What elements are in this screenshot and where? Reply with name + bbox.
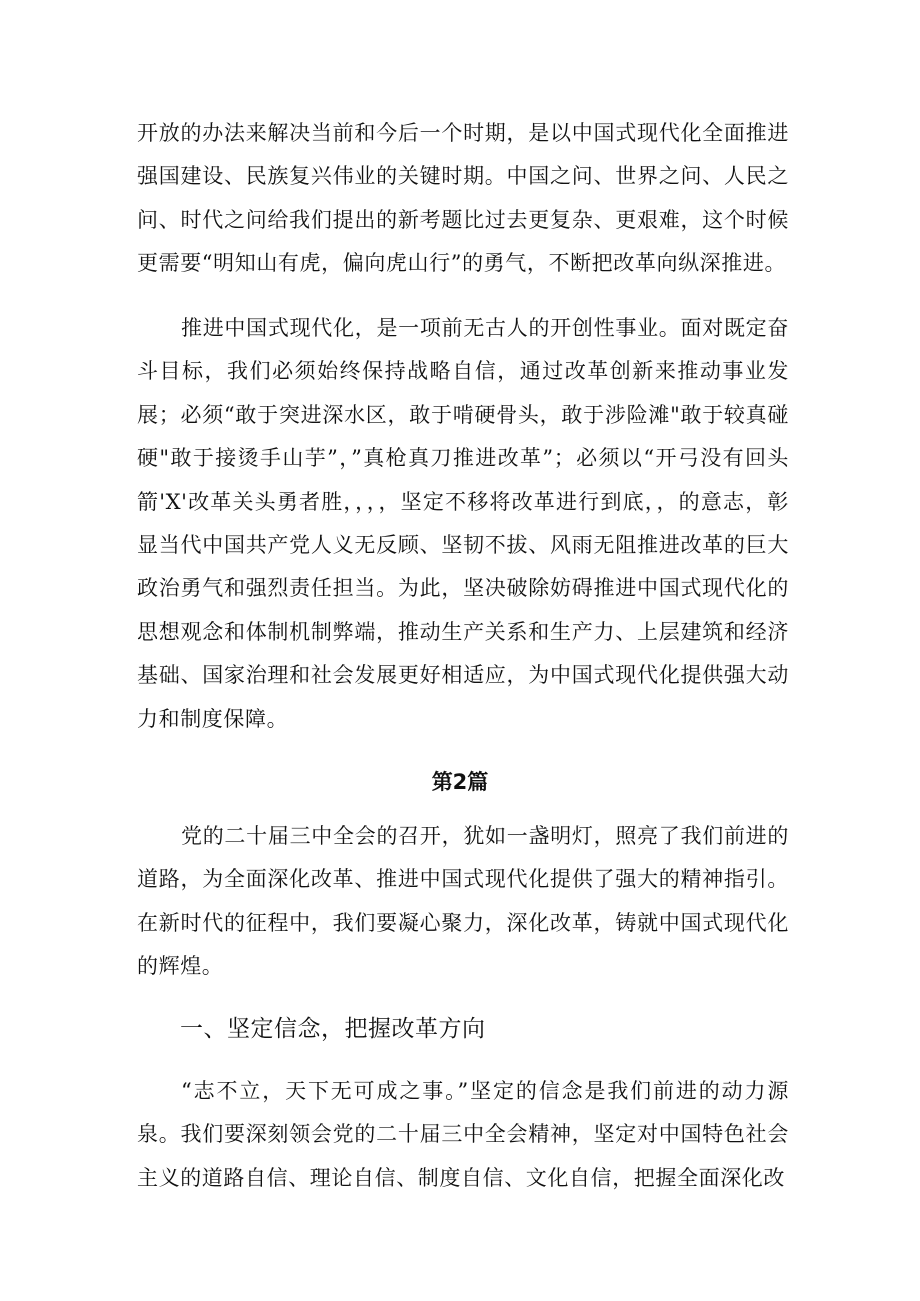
section-title: 第2篇 [431,770,489,794]
paragraph-continuation: 开放的办法来解决当前和今后一个时期，是以中国式现代化全面推进强国建设、民族复兴伟业的关键时期。中国之问、世界之问、人民之问、时代之问给我们提出的新考题比过去更复杂、更艰难，这个时候更需要“明知山有虎，偏向虎山行”的勇气，不断把改革向纵深推进。 [137,121,789,276]
paragraph-plenary-session: 党的二十届三中全会的召开，犹如一盏明灯，照亮了我们前进的道路，为全面深化改革、推进中国式现代化提供了强大的精神指引。在新时代的征程中，我们要凝心聚力，深化改革，铸就中国式现代化的辉煌。 [137,824,789,979]
paragraph-ambition: “志不立，天下无可成之事。”坚定的信念是我们前进的动力源泉。我们要深刻领会党的二十届三中全会精神，坚定对中国特色社会主义的道路自信、理论自信、制度自信、文化自信，把握全面深化改 [137,1079,789,1190]
heading-firm-belief: 一、坚定信念，把握改革方向 [180,1016,486,1042]
paragraph-modernization: 推进中国式现代化，是一项前无古人的开创性事业。面对既定奋斗目标，我们必须始终保持战略自信，通过改革创新来推动事业发展；必须“敢于突进深水区，敢于啃硬骨头，敢于涉险滩"敢于较真碰硬"敢于接烫手山芋”，”真枪真刀推进改革”；必须以“开弓没有回头箭'X'改革关头勇者胜，，，，坚定不移将改革进行到底，，的意志，彰显当代中国共产党人义无反顾、坚韧不拔、风雨无阻推进改革的巨大政治勇气和强烈责任担当。为此，坚决破除妨碍推进中国式现代化的思想观念和体制机制弊端，推动生产关系和生产力、上层建筑和经济基础、国家治理和社会发展更好相适应，为中国式现代化提供强大动力和制度保障。 [137,316,789,731]
